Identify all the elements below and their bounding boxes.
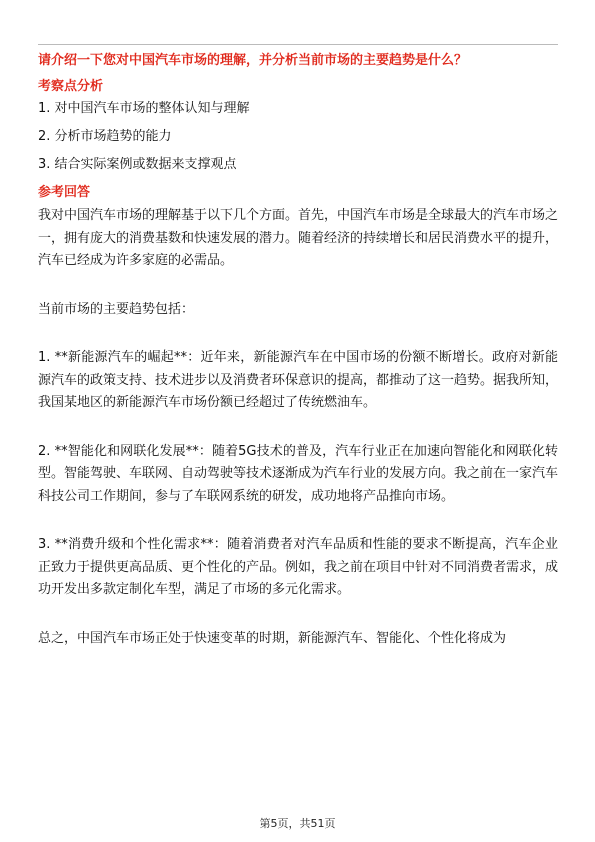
reference-heading: 参考回答 bbox=[38, 185, 91, 200]
trend-3-paragraph: 3. **消费升级和个性化需求**：随着消费者对汽车品质和性能的要求不断提高，汽车企业正致力于提供更高品质、更个性化的产品。例如，我之前在项目中针对不同消费者需求，成功开发出多款定制化车型，满足了市场的多元化需求。 bbox=[38, 537, 559, 597]
page-content bbox=[38, 52, 558, 650]
trends-intro-paragraph: 当前市场的主要趋势包括： bbox=[38, 301, 195, 317]
analysis-point-3: 3. 结合实际案例或数据来支撑观点 bbox=[38, 157, 237, 172]
analysis-heading: 考察点分析 bbox=[38, 79, 104, 94]
answer-intro-paragraph: 我对中国汽车市场的理解基于以下几个方面。首先，中国汽车市场是全球最大的汽车市场之一，拥有庞大的消费基数和快速发展的潜力。随着经济的持续增长和居民消费水平的提升，汽车已经成为许多家庭的必需品。 bbox=[38, 208, 559, 268]
trend-2-paragraph: 2. **智能化和网联化发展**：随着5G技术的普及，汽车行业正在加速向智能化和网联化转型。智能驾驶、车联网、自动驾驶等技术逐渐成为汽车行业的发展方向。我之前在一家汽车科技公司工作期间，参与了车联网系统的研发，成功地将产品推向市场。 bbox=[38, 443, 559, 504]
header-rule bbox=[38, 44, 558, 45]
trend-1-paragraph: 1. **新能源汽车的崛起**：近年来，新能源汽车在中国市场的份额不断增长。政府对新能源汽车的政策支持、技术进步以及消费者环保意识的提高，都推动了这一趋势。据我所知，我国某地区的新能源汽车市场份额已经超过了传统燃油车。 bbox=[38, 350, 559, 410]
page-number: 第5页，共51页 bbox=[259, 817, 336, 830]
analysis-point-2: 2. 分析市场趋势的能力 bbox=[38, 129, 172, 144]
question-title: 请介绍一下您对中国汽车市场的理解，并分析当前市场的主要趋势是什么？ bbox=[38, 53, 468, 68]
conclusion-paragraph: 总之，中国汽车市场正处于快速变革的时期，新能源汽车、智能化、个性化将成为 bbox=[38, 630, 507, 646]
analysis-point-1: 1. 对中国汽车市场的整体认知与理解 bbox=[38, 101, 250, 116]
